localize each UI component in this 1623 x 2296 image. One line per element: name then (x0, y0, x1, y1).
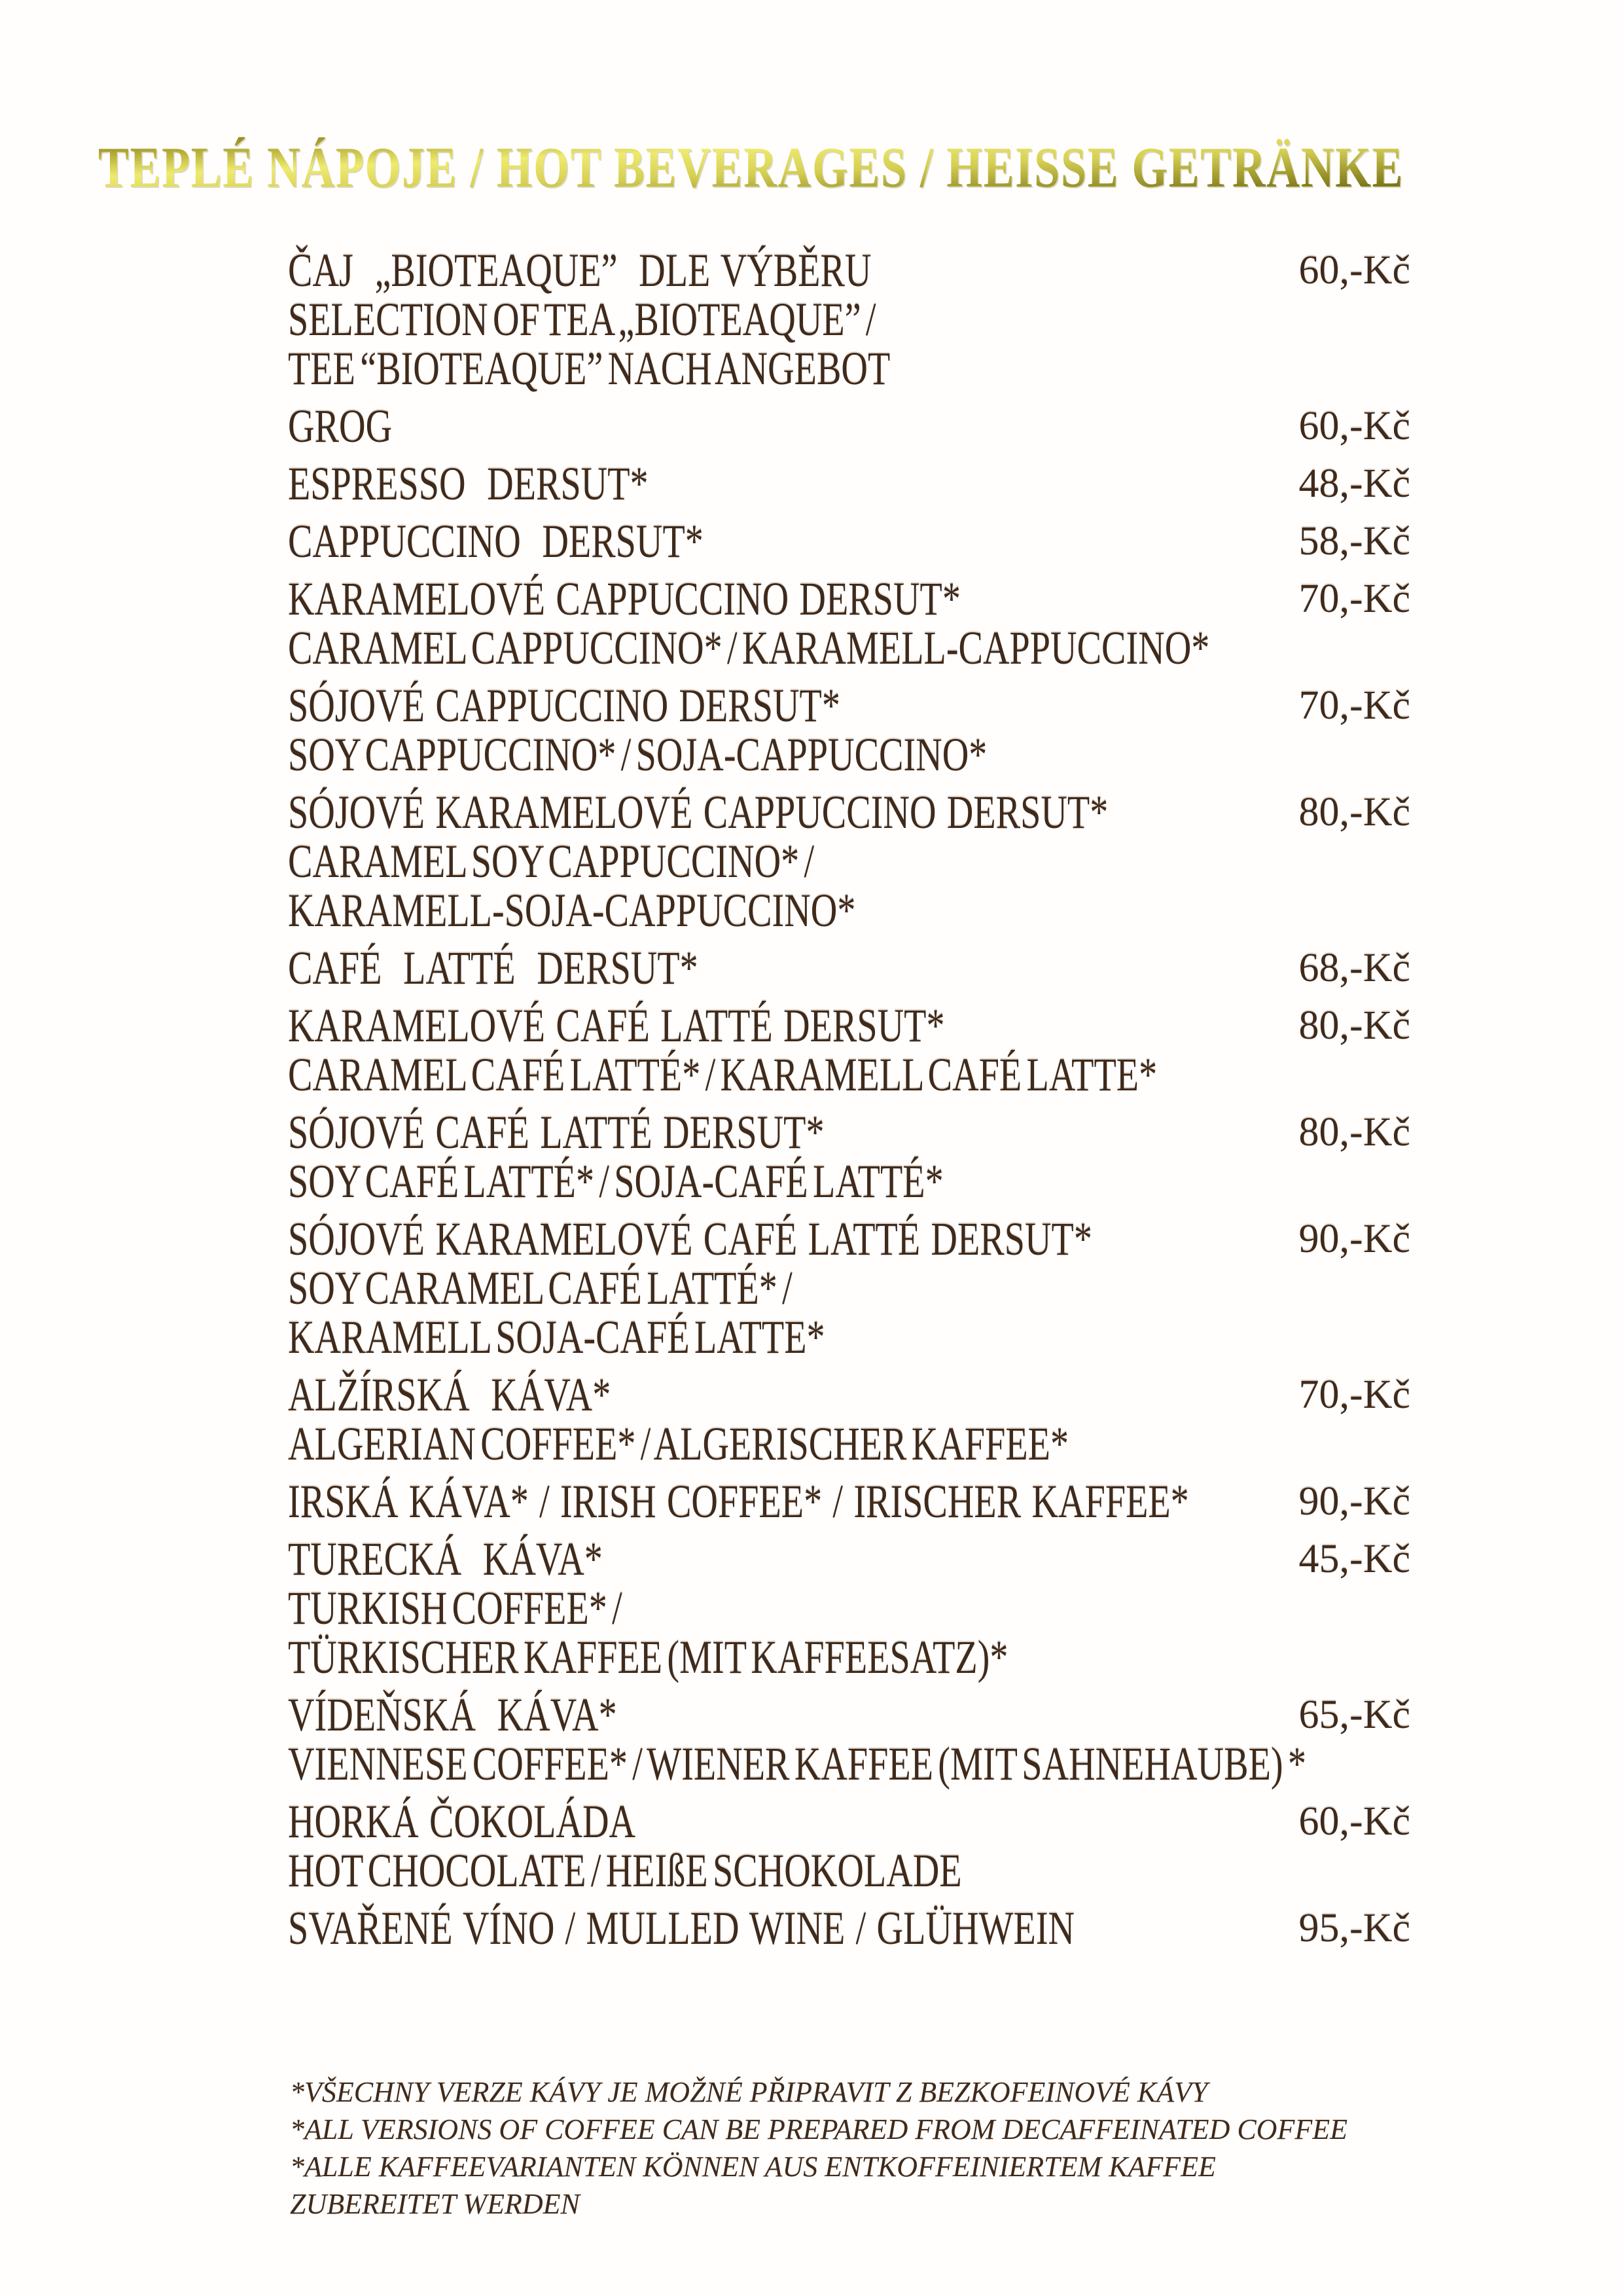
menu-item (288, 1477, 1410, 1526)
menu-item (288, 402, 1410, 451)
item-price: 65,-Kč (1298, 1693, 1410, 1737)
menu-item (288, 1215, 1410, 1362)
item-main-row (288, 246, 1410, 295)
item-subline: SOY CARAMEL CAFÉ LATTÉ* / (288, 1262, 793, 1314)
item-subline-row (288, 1313, 1410, 1362)
footnote-line: *ALLE KAFFEEVARIANTEN KÖNNEN AUS ENTKOFFEINIERTEM KAFFEE (290, 2151, 1216, 2183)
page-title: TEPLÉ NÁPOJE / HOT BEVERAGES / HEISSE GETRÄNKE (98, 136, 1404, 200)
menu-item (288, 517, 1410, 566)
menu-item (288, 1535, 1410, 1682)
footnotes (290, 2073, 1347, 2223)
item-main-row (288, 1691, 1410, 1740)
item-price: 48,-Kč (1298, 461, 1410, 506)
item-main-row (288, 1215, 1410, 1264)
item-subline: SOY CAPPUCCINO* / SOJA-CAPPUCCINO* (288, 728, 988, 781)
item-main-row (288, 1001, 1410, 1050)
item-price: 60,-Kč (1298, 404, 1410, 448)
item-main-row (288, 681, 1410, 730)
item-subline: HOT CHOCOLATE / HEIßE SCHOKOLADE (288, 1844, 962, 1897)
item-name: SÓJOVÉ CAPPUCCINO DERSUT* (288, 679, 840, 732)
item-subline: TÜRKISCHER KAFFEE (MIT KAFFEESATZ)* (288, 1631, 1008, 1683)
item-main-row (288, 1371, 1410, 1420)
item-price: 90,-Kč (1298, 1217, 1410, 1261)
item-name: SÓJOVÉ KARAMELOVÉ CAFÉ LATTÉ DERSUT* (288, 1213, 1092, 1265)
item-subline-row (288, 730, 1410, 780)
item-main-row (288, 517, 1410, 566)
item-subline: CARAMEL CAFÉ LATTÉ* / KARAMELL CAFÉ LATTE* (288, 1049, 1158, 1101)
item-name: ČAJ „BIOTEAQUE” DLE VÝBĚRU (288, 244, 872, 296)
item-name: TURECKÁ KÁVA* (288, 1533, 603, 1585)
item-name: SÓJOVÉ KARAMELOVÉ CAPPUCCINO DERSUT* (288, 786, 1109, 838)
item-price: 70,-Kč (1298, 577, 1410, 621)
item-name: IRSKÁ KÁVA* / IRISH COFFEE* / IRISCHER KAFFEE* (288, 1475, 1189, 1528)
item-price: 80,-Kč (1298, 790, 1410, 834)
item-price: 58,-Kč (1298, 519, 1410, 564)
footnote-line: *ALL VERSIONS OF COFFEE CAN BE PREPARED FROM DECAFFEINATED COFFEE (290, 2113, 1347, 2145)
item-name: SVAŘENÉ VÍNO / MULLED WINE / GLÜHWEIN (288, 1902, 1075, 1954)
item-price: 90,-Kč (1298, 1479, 1410, 1524)
menu-items-list (288, 246, 1410, 1962)
menu-item (288, 1108, 1410, 1206)
item-price: 70,-Kč (1298, 1372, 1410, 1417)
item-main-row (288, 788, 1410, 837)
item-subline: TEE “BIOTEAQUE” NACH ANGEBOT (288, 342, 891, 395)
item-name: KARAMELOVÉ CAPPUCCINO DERSUT* (288, 573, 961, 625)
item-subline: SELECTION OF TEA „BIOTEAQUE” / (288, 293, 876, 346)
item-subline-row (288, 1846, 1410, 1895)
item-subline-row (288, 1420, 1410, 1469)
item-name: SÓJOVÉ CAFÉ LATTÉ DERSUT* (288, 1106, 825, 1158)
item-subline-row (288, 1633, 1410, 1682)
item-subline: KARAMELL-SOJA-CAPPUCCINO* (288, 884, 856, 937)
item-subline: CARAMEL CAPPUCCINO* / KARAMELL-CAPPUCCINO* (288, 622, 1210, 674)
item-name: VÍDEŇSKÁ KÁVA* (288, 1689, 617, 1741)
menu-item (288, 1691, 1410, 1789)
item-price: 80,-Kč (1298, 1003, 1410, 1048)
item-name: HORKÁ ČOKOLÁDA (288, 1795, 636, 1848)
item-subline-row (288, 1157, 1410, 1206)
item-subline-row (288, 1740, 1410, 1789)
item-name: CAFÉ LATTÉ DERSUT* (288, 942, 698, 994)
item-subline-row (288, 344, 1410, 393)
item-name: GROG (288, 400, 393, 452)
menu-item (288, 246, 1410, 393)
menu-item (288, 1904, 1410, 1953)
item-subline-row (288, 1050, 1410, 1100)
item-main-row (288, 575, 1410, 624)
item-main-row (288, 1477, 1410, 1526)
item-subline-row (288, 1264, 1410, 1313)
item-main-row (288, 402, 1410, 451)
item-price: 95,-Kč (1298, 1906, 1410, 1950)
item-name: KARAMELOVÉ CAFÉ LATTÉ DERSUT* (288, 999, 945, 1052)
menu-item (288, 459, 1410, 509)
menu-item (288, 944, 1410, 993)
item-main-row (288, 1904, 1410, 1953)
item-name: ALŽÍRSKÁ KÁVA* (288, 1369, 611, 1421)
item-price: 80,-Kč (1298, 1110, 1410, 1155)
item-main-row (288, 944, 1410, 993)
item-subline: KARAMELL SOJA-CAFÉ LATTE* (288, 1311, 825, 1363)
item-subline: VIENNESE COFFEE* / WIENER KAFFEE (MIT SAHNEHAUBE) * (288, 1738, 1306, 1790)
item-main-row (288, 1797, 1410, 1846)
item-subline: CARAMEL SOY CAPPUCCINO* / (288, 835, 815, 888)
item-main-row (288, 1108, 1410, 1157)
item-price: 45,-Kč (1298, 1537, 1410, 1581)
menu-item (288, 788, 1410, 935)
item-main-row (288, 459, 1410, 509)
footnote-line: ZUBEREITET WERDEN (290, 2188, 580, 2220)
item-name: ESPRESSO DERSUT* (288, 457, 649, 510)
menu-item (288, 1001, 1410, 1100)
item-subline: SOY CAFÉ LATTÉ* / SOJA-CAFÉ LATTÉ* (288, 1155, 944, 1208)
menu-item (288, 1371, 1410, 1469)
item-price: 70,-Kč (1298, 683, 1410, 728)
item-subline-row (288, 1584, 1410, 1633)
item-subline-row (288, 624, 1410, 673)
item-subline: ALGERIAN COFFEE* / ALGERISCHER KAFFEE* (288, 1418, 1069, 1470)
item-name: CAPPUCCINO DERSUT* (288, 515, 704, 567)
item-subline-row (288, 295, 1410, 344)
menu-item (288, 1797, 1410, 1895)
item-price: 68,-Kč (1298, 946, 1410, 990)
item-main-row (288, 1535, 1410, 1584)
menu-item (288, 681, 1410, 780)
footnote-line: *VŠECHNY VERZE KÁVY JE MOŽNÉ PŘIPRAVIT Z BEZKOFEINOVÉ KÁVY (290, 2076, 1208, 2108)
menu-item (288, 575, 1410, 673)
item-subline-row (288, 837, 1410, 886)
item-price: 60,-Kč (1298, 248, 1410, 293)
item-subline-row (288, 886, 1410, 935)
item-price: 60,-Kč (1298, 1799, 1410, 1844)
item-subline: TURKISH COFFEE* / (288, 1582, 622, 1634)
